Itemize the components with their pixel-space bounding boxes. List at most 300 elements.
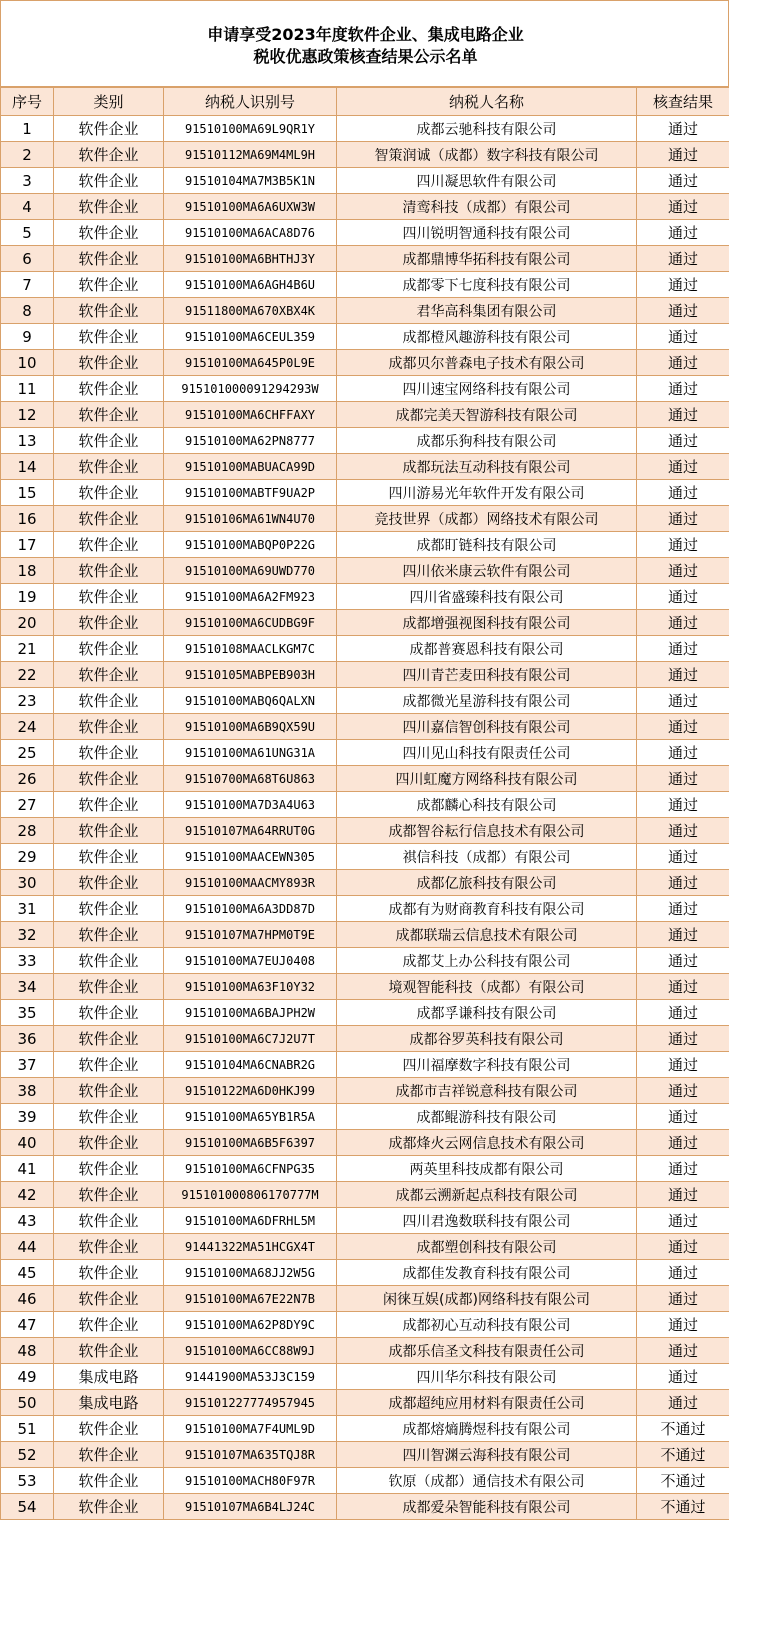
cell-taxpayer-id: 91510100MA7D3A4U63	[164, 792, 337, 818]
table-row	[1, 1078, 730, 1104]
cell-index: 44	[1, 1234, 54, 1260]
cell-taxpayer-id: 91510100MA6BHTHJ3Y	[164, 246, 337, 272]
table-row	[1, 1494, 730, 1520]
cell-result: 通过	[637, 662, 730, 688]
cell-category: 软件企业	[54, 350, 164, 376]
cell-category: 软件企业	[54, 1182, 164, 1208]
cell-taxpayer-name: 成都贝尔普森电子技术有限公司	[337, 350, 637, 376]
table-row	[1, 1468, 730, 1494]
cell-taxpayer-name: 成都云驰科技有限公司	[337, 116, 637, 142]
cell-taxpayer-id: 91510104MA6CNABR2G	[164, 1052, 337, 1078]
cell-result: 通过	[637, 1286, 730, 1312]
cell-taxpayer-id: 91510108MAACLKGM7C	[164, 636, 337, 662]
cell-result: 通过	[637, 636, 730, 662]
cell-taxpayer-name: 竞技世界（成都）网络技术有限公司	[337, 506, 637, 532]
cell-taxpayer-id: 91510100MA7EUJ0408	[164, 948, 337, 974]
table-body	[1, 116, 730, 1520]
cell-index: 35	[1, 1000, 54, 1026]
cell-category: 软件企业	[54, 792, 164, 818]
cell-category: 软件企业	[54, 896, 164, 922]
table-row	[1, 1442, 730, 1468]
cell-taxpayer-id: 91510100MA6AGH4B6U	[164, 272, 337, 298]
cell-index: 37	[1, 1052, 54, 1078]
cell-index: 41	[1, 1156, 54, 1182]
cell-taxpayer-name: 智策润诚（成都）数字科技有限公司	[337, 142, 637, 168]
cell-result: 通过	[637, 766, 730, 792]
cell-category: 软件企业	[54, 610, 164, 636]
cell-taxpayer-id: 91510106MA61WN4U70	[164, 506, 337, 532]
cell-result: 不通过	[637, 1494, 730, 1520]
cell-result: 通过	[637, 688, 730, 714]
table-row	[1, 402, 730, 428]
cell-category: 软件企业	[54, 272, 164, 298]
cell-taxpayer-name: 四川锐明智通科技有限公司	[337, 220, 637, 246]
cell-category: 软件企业	[54, 584, 164, 610]
table-row	[1, 688, 730, 714]
cell-index: 53	[1, 1468, 54, 1494]
cell-result: 通过	[637, 246, 730, 272]
cell-taxpayer-id: 91510100MA6CFNPG35	[164, 1156, 337, 1182]
cell-result: 不通过	[637, 1442, 730, 1468]
cell-result: 通过	[637, 714, 730, 740]
cell-taxpayer-id: 91510107MA64RRUT0G	[164, 818, 337, 844]
table-row	[1, 350, 730, 376]
cell-result: 通过	[637, 142, 730, 168]
cell-taxpayer-id: 91510100MA645P0L9E	[164, 350, 337, 376]
cell-taxpayer-id: 91510100MABTF9UA2P	[164, 480, 337, 506]
cell-taxpayer-name: 成都联瑞云信息技术有限公司	[337, 922, 637, 948]
cell-taxpayer-name: 成都玩法互动科技有限公司	[337, 454, 637, 480]
cell-category: 集成电路	[54, 1390, 164, 1416]
cell-category: 软件企业	[54, 220, 164, 246]
cell-index: 18	[1, 558, 54, 584]
table-row	[1, 1208, 730, 1234]
cell-category: 软件企业	[54, 1494, 164, 1520]
cell-taxpayer-name: 四川速宝网络科技有限公司	[337, 376, 637, 402]
table-row	[1, 272, 730, 298]
cell-index: 38	[1, 1078, 54, 1104]
cell-taxpayer-name: 成都亿旅科技有限公司	[337, 870, 637, 896]
cell-taxpayer-name: 四川智渊云海科技有限公司	[337, 1442, 637, 1468]
cell-category: 软件企业	[54, 844, 164, 870]
cell-index: 27	[1, 792, 54, 818]
cell-taxpayer-name: 成都麟心科技有限公司	[337, 792, 637, 818]
cell-index: 7	[1, 272, 54, 298]
table-row	[1, 714, 730, 740]
cell-category: 软件企业	[54, 1468, 164, 1494]
cell-taxpayer-name: 四川依米康云软件有限公司	[337, 558, 637, 584]
table-row	[1, 1338, 730, 1364]
table-row	[1, 1130, 730, 1156]
cell-taxpayer-id: 91510100MA6CC88W9J	[164, 1338, 337, 1364]
cell-taxpayer-id: 91510100MA6A6UXW3W	[164, 194, 337, 220]
cell-index: 16	[1, 506, 54, 532]
cell-index: 52	[1, 1442, 54, 1468]
cell-index: 9	[1, 324, 54, 350]
cell-category: 软件企业	[54, 1260, 164, 1286]
cell-taxpayer-id: 91510100MA6A3DD87D	[164, 896, 337, 922]
right-margin	[729, 0, 757, 1629]
cell-taxpayer-id: 91510100MABQP0P22G	[164, 532, 337, 558]
cell-category: 软件企业	[54, 818, 164, 844]
cell-category: 软件企业	[54, 324, 164, 350]
cell-taxpayer-id: 91441900MA53J3C159	[164, 1364, 337, 1390]
cell-category: 软件企业	[54, 428, 164, 454]
cell-index: 46	[1, 1286, 54, 1312]
cell-taxpayer-id: 91510107MA6B4LJ24C	[164, 1494, 337, 1520]
cell-result: 通过	[637, 1312, 730, 1338]
cell-index: 3	[1, 168, 54, 194]
table-row	[1, 480, 730, 506]
cell-index: 33	[1, 948, 54, 974]
cell-taxpayer-name: 成都盯链科技有限公司	[337, 532, 637, 558]
cell-result: 通过	[637, 168, 730, 194]
cell-taxpayer-id: 91510100MA63F10Y32	[164, 974, 337, 1000]
cell-taxpayer-id: 91510100MA62PN8777	[164, 428, 337, 454]
cell-taxpayer-name: 成都烽火云网信息技术有限公司	[337, 1130, 637, 1156]
cell-index: 43	[1, 1208, 54, 1234]
cell-result: 通过	[637, 1364, 730, 1390]
table-row	[1, 376, 730, 402]
cell-category: 软件企业	[54, 1338, 164, 1364]
table-row	[1, 246, 730, 272]
cell-index: 48	[1, 1338, 54, 1364]
cell-category: 软件企业	[54, 454, 164, 480]
header-row	[1, 88, 730, 116]
cell-result: 通过	[637, 974, 730, 1000]
cell-taxpayer-id: 91510107MA7HPM0T9E	[164, 922, 337, 948]
title-line-1: 申请享受2023年度软件企业、集成电路企业	[207, 25, 524, 44]
cell-index: 49	[1, 1364, 54, 1390]
header-taxpayer-id: 纳税人识别号	[164, 88, 337, 116]
cell-taxpayer-id: 91510100MAACMY893R	[164, 870, 337, 896]
cell-category: 软件企业	[54, 1234, 164, 1260]
cell-category: 软件企业	[54, 922, 164, 948]
cell-taxpayer-id: 91510107MA635TQJ8R	[164, 1442, 337, 1468]
cell-index: 5	[1, 220, 54, 246]
cell-taxpayer-name: 成都橙风趣游科技有限公司	[337, 324, 637, 350]
cell-taxpayer-name: 成都熔熵腾煜科技有限公司	[337, 1416, 637, 1442]
cell-result: 通过	[637, 194, 730, 220]
cell-index: 2	[1, 142, 54, 168]
cell-index: 12	[1, 402, 54, 428]
cell-index: 32	[1, 922, 54, 948]
table-row	[1, 168, 730, 194]
table-row	[1, 766, 730, 792]
title-line-2: 税收优惠政策核查结果公示名单	[253, 47, 478, 66]
cell-taxpayer-id: 91510105MABPEB903H	[164, 662, 337, 688]
cell-taxpayer-id: 91510100MA62P8DY9C	[164, 1312, 337, 1338]
cell-index: 13	[1, 428, 54, 454]
table-row	[1, 324, 730, 350]
cell-taxpayer-name: 两英里科技成都有限公司	[337, 1156, 637, 1182]
results-table	[0, 87, 730, 1520]
cell-result: 通过	[637, 1390, 730, 1416]
table-row	[1, 870, 730, 896]
cell-taxpayer-id: 91510100MA6CUDBG9F	[164, 610, 337, 636]
cell-result: 通过	[637, 428, 730, 454]
cell-index: 6	[1, 246, 54, 272]
cell-category: 软件企业	[54, 766, 164, 792]
header-taxpayer-name: 纳税人名称	[337, 88, 637, 116]
cell-taxpayer-name: 成都孚谦科技有限公司	[337, 1000, 637, 1026]
cell-taxpayer-name: 成都爱朵智能科技有限公司	[337, 1494, 637, 1520]
cell-taxpayer-name: 成都云溯新起点科技有限公司	[337, 1182, 637, 1208]
cell-category: 软件企业	[54, 1286, 164, 1312]
cell-result: 通过	[637, 844, 730, 870]
cell-index: 1	[1, 116, 54, 142]
cell-taxpayer-name: 四川凝思软件有限公司	[337, 168, 637, 194]
table-row	[1, 1104, 730, 1130]
table-row	[1, 220, 730, 246]
cell-taxpayer-id: 91510100MA69UWD770	[164, 558, 337, 584]
table-row	[1, 610, 730, 636]
cell-category: 软件企业	[54, 1000, 164, 1026]
cell-taxpayer-name: 君华高科集团有限公司	[337, 298, 637, 324]
cell-taxpayer-name: 成都佳发教育科技有限公司	[337, 1260, 637, 1286]
table-row	[1, 896, 730, 922]
table-row	[1, 428, 730, 454]
cell-category: 软件企业	[54, 1026, 164, 1052]
cell-taxpayer-name: 成都微光星游科技有限公司	[337, 688, 637, 714]
cell-taxpayer-name: 四川华尔科技有限公司	[337, 1364, 637, 1390]
table-row	[1, 506, 730, 532]
cell-result: 通过	[637, 1026, 730, 1052]
cell-taxpayer-name: 四川游易光年软件开发有限公司	[337, 480, 637, 506]
cell-index: 11	[1, 376, 54, 402]
cell-category: 软件企业	[54, 168, 164, 194]
cell-result: 通过	[637, 402, 730, 428]
table-row	[1, 792, 730, 818]
cell-taxpayer-name: 成都艾上办公科技有限公司	[337, 948, 637, 974]
cell-result: 通过	[637, 220, 730, 246]
cell-taxpayer-name: 四川福摩数字科技有限公司	[337, 1052, 637, 1078]
cell-category: 软件企业	[54, 1156, 164, 1182]
table-row	[1, 948, 730, 974]
cell-category: 软件企业	[54, 636, 164, 662]
table-row	[1, 584, 730, 610]
cell-category: 软件企业	[54, 1312, 164, 1338]
cell-index: 19	[1, 584, 54, 610]
cell-result: 通过	[637, 896, 730, 922]
table-row	[1, 1052, 730, 1078]
cell-index: 26	[1, 766, 54, 792]
cell-taxpayer-name: 成都普赛恩科技有限公司	[337, 636, 637, 662]
title-box	[0, 0, 729, 87]
cell-index: 23	[1, 688, 54, 714]
cell-category: 软件企业	[54, 1416, 164, 1442]
cell-index: 36	[1, 1026, 54, 1052]
cell-taxpayer-id: 91510100MAACEWN305	[164, 844, 337, 870]
cell-result: 通过	[637, 558, 730, 584]
cell-result: 通过	[637, 610, 730, 636]
cell-result: 通过	[637, 1182, 730, 1208]
cell-result: 通过	[637, 532, 730, 558]
table-row	[1, 1416, 730, 1442]
table-row	[1, 1234, 730, 1260]
cell-index: 15	[1, 480, 54, 506]
cell-taxpayer-id: 91510100MACH80F97R	[164, 1468, 337, 1494]
cell-taxpayer-name: 成都谷罗英科技有限公司	[337, 1026, 637, 1052]
cell-taxpayer-name: 成都初心互动科技有限公司	[337, 1312, 637, 1338]
cell-category: 软件企业	[54, 662, 164, 688]
cell-taxpayer-name: 成都超纯应用材料有限责任公司	[337, 1390, 637, 1416]
cell-index: 30	[1, 870, 54, 896]
cell-index: 22	[1, 662, 54, 688]
cell-taxpayer-name: 四川嘉信智创科技有限公司	[337, 714, 637, 740]
cell-taxpayer-id: 91510100MA6CHFFAXY	[164, 402, 337, 428]
table-row	[1, 1026, 730, 1052]
cell-result: 不通过	[637, 1416, 730, 1442]
table-row	[1, 740, 730, 766]
cell-result: 通过	[637, 298, 730, 324]
cell-index: 39	[1, 1104, 54, 1130]
cell-category: 软件企业	[54, 1130, 164, 1156]
table-row	[1, 142, 730, 168]
cell-category: 软件企业	[54, 558, 164, 584]
cell-index: 21	[1, 636, 54, 662]
cell-index: 54	[1, 1494, 54, 1520]
table-row	[1, 662, 730, 688]
cell-result: 通过	[637, 584, 730, 610]
cell-taxpayer-id: 91510100MA67E22N7B	[164, 1286, 337, 1312]
cell-result: 通过	[637, 324, 730, 350]
cell-result: 通过	[637, 1234, 730, 1260]
cell-taxpayer-name: 成都鲲游科技有限公司	[337, 1104, 637, 1130]
cell-result: 通过	[637, 1156, 730, 1182]
cell-category: 软件企业	[54, 246, 164, 272]
cell-index: 4	[1, 194, 54, 220]
cell-result: 通过	[637, 1078, 730, 1104]
cell-result: 通过	[637, 948, 730, 974]
table-row	[1, 1260, 730, 1286]
cell-taxpayer-id: 91510100MA69L9QR1Y	[164, 116, 337, 142]
cell-taxpayer-name: 四川省盛臻科技有限公司	[337, 584, 637, 610]
cell-index: 50	[1, 1390, 54, 1416]
cell-category: 软件企业	[54, 506, 164, 532]
cell-taxpayer-name: 成都智谷耘行信息技术有限公司	[337, 818, 637, 844]
cell-index: 14	[1, 454, 54, 480]
cell-index: 17	[1, 532, 54, 558]
cell-taxpayer-name: 成都完美天智游科技有限公司	[337, 402, 637, 428]
cell-taxpayer-id: 91510100MA6B9QX59U	[164, 714, 337, 740]
table-row	[1, 298, 730, 324]
cell-taxpayer-name: 祺信科技（成都）有限公司	[337, 844, 637, 870]
header-index: 序号	[1, 88, 54, 116]
cell-taxpayer-id: 91510100MA6B5F6397	[164, 1130, 337, 1156]
cell-result: 通过	[637, 116, 730, 142]
cell-result: 通过	[637, 376, 730, 402]
cell-taxpayer-id: 915101000806170777M	[164, 1182, 337, 1208]
cell-result: 通过	[637, 1260, 730, 1286]
cell-category: 软件企业	[54, 1078, 164, 1104]
table-row	[1, 1182, 730, 1208]
table-row	[1, 1000, 730, 1026]
cell-result: 通过	[637, 350, 730, 376]
cell-taxpayer-id: 91510100MA7F4UML9D	[164, 1416, 337, 1442]
cell-category: 软件企业	[54, 714, 164, 740]
cell-category: 软件企业	[54, 298, 164, 324]
cell-taxpayer-name: 成都鼎博华拓科技有限公司	[337, 246, 637, 272]
cell-index: 51	[1, 1416, 54, 1442]
cell-taxpayer-id: 91510122MA6D0HKJ99	[164, 1078, 337, 1104]
cell-taxpayer-name: 成都有为财商教育科技有限公司	[337, 896, 637, 922]
cell-index: 42	[1, 1182, 54, 1208]
cell-taxpayer-id: 91510100MA61UNG31A	[164, 740, 337, 766]
table-row	[1, 1286, 730, 1312]
cell-taxpayer-id: 915101227774957945	[164, 1390, 337, 1416]
cell-index: 10	[1, 350, 54, 376]
table-row	[1, 1390, 730, 1416]
cell-index: 20	[1, 610, 54, 636]
cell-category: 软件企业	[54, 402, 164, 428]
cell-taxpayer-id: 91510100MA6A2FM923	[164, 584, 337, 610]
cell-taxpayer-id: 91510100MABUACA99D	[164, 454, 337, 480]
cell-index: 29	[1, 844, 54, 870]
cell-taxpayer-id: 91510112MA69M4ML9H	[164, 142, 337, 168]
cell-index: 45	[1, 1260, 54, 1286]
header-result: 核查结果	[637, 88, 730, 116]
cell-index: 47	[1, 1312, 54, 1338]
cell-index: 28	[1, 818, 54, 844]
cell-category: 软件企业	[54, 870, 164, 896]
cell-taxpayer-id: 91511800MA670XBX4K	[164, 298, 337, 324]
cell-taxpayer-id: 91510100MA6C7J2U7T	[164, 1026, 337, 1052]
cell-taxpayer-name: 清鸾科技（成都）有限公司	[337, 194, 637, 220]
table-row	[1, 1156, 730, 1182]
cell-taxpayer-name: 闲徕互娱(成都)网络科技有限公司	[337, 1286, 637, 1312]
cell-taxpayer-id: 91510100MABQ6QALXN	[164, 688, 337, 714]
cell-category: 软件企业	[54, 1052, 164, 1078]
cell-category: 软件企业	[54, 1104, 164, 1130]
table-row	[1, 532, 730, 558]
table-row	[1, 1364, 730, 1390]
cell-category: 软件企业	[54, 532, 164, 558]
cell-taxpayer-id: 91510100MA68JJ2W5G	[164, 1260, 337, 1286]
header-category: 类别	[54, 88, 164, 116]
cell-taxpayer-id: 91510104MA7M3B5K1N	[164, 168, 337, 194]
cell-taxpayer-name: 四川虹魔方网络科技有限公司	[337, 766, 637, 792]
cell-result: 通过	[637, 480, 730, 506]
cell-result: 通过	[637, 818, 730, 844]
table-row	[1, 818, 730, 844]
cell-result: 通过	[637, 1338, 730, 1364]
cell-category: 软件企业	[54, 1208, 164, 1234]
cell-result: 通过	[637, 740, 730, 766]
cell-result: 通过	[637, 506, 730, 532]
cell-category: 软件企业	[54, 974, 164, 1000]
cell-category: 集成电路	[54, 1364, 164, 1390]
table-row	[1, 116, 730, 142]
cell-index: 25	[1, 740, 54, 766]
cell-result: 通过	[637, 1000, 730, 1026]
cell-taxpayer-name: 四川君逸数联科技有限公司	[337, 1208, 637, 1234]
table-row	[1, 1312, 730, 1338]
cell-result: 不通过	[637, 1468, 730, 1494]
table-row	[1, 922, 730, 948]
cell-taxpayer-name: 成都零下七度科技有限公司	[337, 272, 637, 298]
table-row	[1, 558, 730, 584]
cell-index: 34	[1, 974, 54, 1000]
table-row	[1, 974, 730, 1000]
cell-taxpayer-name: 成都塑创科技有限公司	[337, 1234, 637, 1260]
cell-index: 40	[1, 1130, 54, 1156]
cell-category: 软件企业	[54, 948, 164, 974]
cell-taxpayer-id: 91510100MA6DFRHL5M	[164, 1208, 337, 1234]
cell-category: 软件企业	[54, 194, 164, 220]
cell-result: 通过	[637, 1104, 730, 1130]
cell-taxpayer-name: 境观智能科技（成都）有限公司	[337, 974, 637, 1000]
